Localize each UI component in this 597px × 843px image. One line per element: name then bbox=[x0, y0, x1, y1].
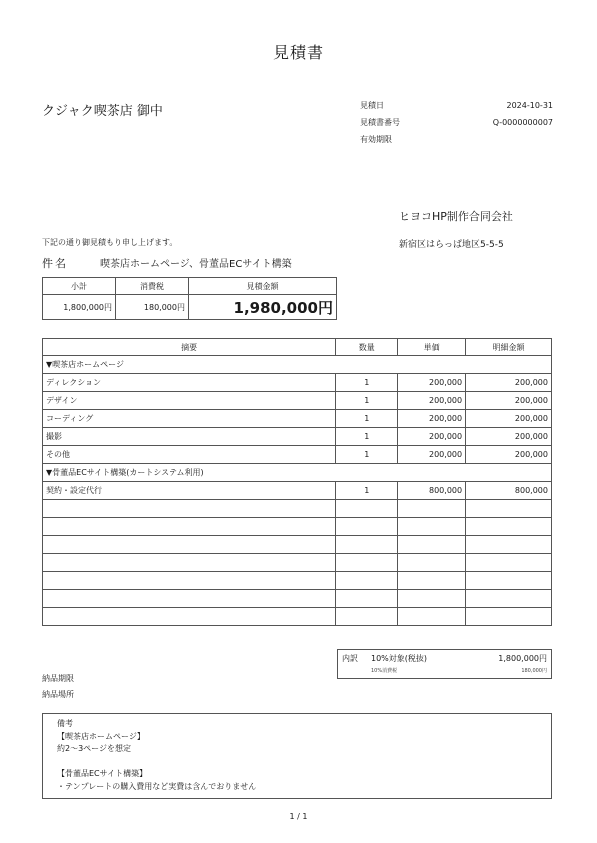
col-amount: 明細金額 bbox=[466, 339, 552, 356]
breakdown-tax-row bbox=[338, 664, 551, 674]
row-amount: 200,000 bbox=[466, 374, 552, 392]
row-quantity: 1 bbox=[336, 392, 398, 410]
breakdown-taxable-row bbox=[338, 650, 551, 664]
row-description: 契約・設定代行 bbox=[43, 482, 336, 500]
row-quantity bbox=[336, 500, 398, 518]
col-unit-price: 単価 bbox=[398, 339, 466, 356]
row-amount bbox=[466, 608, 552, 626]
table-row bbox=[43, 536, 552, 554]
items-header-row bbox=[43, 339, 552, 356]
delivery-deadline-label: 納品期限 bbox=[42, 674, 74, 683]
row-quantity: 1 bbox=[336, 446, 398, 464]
issuer-address: 新宿区はらっぱ地区5-5-5 bbox=[399, 240, 504, 250]
row-description bbox=[43, 554, 336, 572]
delivery-place-label: 納品場所 bbox=[42, 690, 74, 699]
row-quantity: 1 bbox=[336, 410, 398, 428]
subtotal-header: 小計 bbox=[43, 278, 116, 295]
row-description: 撮影 bbox=[43, 428, 336, 446]
row-amount bbox=[466, 590, 552, 608]
items-table bbox=[42, 338, 552, 626]
meta-validity-row bbox=[360, 134, 553, 151]
meta-validity-label: 有効期限 bbox=[360, 135, 392, 144]
row-amount bbox=[466, 500, 552, 518]
subject-line bbox=[42, 255, 292, 271]
row-quantity bbox=[336, 572, 398, 590]
section-heading: ▼喫茶店ホームページ bbox=[43, 356, 552, 374]
table-row bbox=[43, 446, 552, 464]
table-row bbox=[43, 374, 552, 392]
row-quantity: 1 bbox=[336, 428, 398, 446]
table-row bbox=[43, 464, 552, 482]
recipient-name: クジャク喫茶店 御中 bbox=[42, 104, 163, 119]
row-amount: 200,000 bbox=[466, 428, 552, 446]
section-heading: ▼骨董品ECサイト構築(カートシステム利用) bbox=[43, 464, 552, 482]
notes-line bbox=[57, 756, 537, 769]
row-quantity bbox=[336, 518, 398, 536]
meta-date-label: 見積日 bbox=[360, 101, 384, 110]
tax-value: 180,000円 bbox=[116, 295, 189, 320]
summary-table bbox=[42, 277, 337, 320]
table-row bbox=[43, 608, 552, 626]
row-amount: 200,000 bbox=[466, 446, 552, 464]
row-description: その他 bbox=[43, 446, 336, 464]
subject-value: 喫茶店ホームページ、骨董品ECサイト構築 bbox=[100, 259, 292, 270]
row-description: ディレクション bbox=[43, 374, 336, 392]
meta-number-row bbox=[360, 117, 553, 134]
document-title: 見積書 bbox=[272, 43, 324, 62]
total-header: 見積金額 bbox=[189, 278, 337, 295]
row-description bbox=[43, 590, 336, 608]
row-unit-price bbox=[398, 536, 466, 554]
notes-line: 約2～3ページを想定 bbox=[57, 744, 132, 753]
row-quantity bbox=[336, 608, 398, 626]
row-amount bbox=[466, 518, 552, 536]
row-amount bbox=[466, 536, 552, 554]
row-amount bbox=[466, 554, 552, 572]
table-row bbox=[43, 500, 552, 518]
notes-box bbox=[42, 713, 552, 799]
row-description: コーディング bbox=[43, 410, 336, 428]
row-amount: 800,000 bbox=[466, 482, 552, 500]
row-description: デザイン bbox=[43, 392, 336, 410]
estimate-meta bbox=[360, 100, 553, 151]
row-description bbox=[43, 518, 336, 536]
tax-header: 消費税 bbox=[116, 278, 189, 295]
row-unit-price: 200,000 bbox=[398, 374, 466, 392]
notes-line: 【喫茶店ホームページ】 bbox=[57, 731, 145, 741]
row-amount bbox=[466, 572, 552, 590]
row-quantity: 1 bbox=[336, 482, 398, 500]
row-unit-price: 800,000 bbox=[398, 482, 466, 500]
breakdown-label: 内訳 bbox=[342, 654, 358, 663]
meta-number-value: Q-0000000007 bbox=[492, 118, 553, 127]
row-unit-price: 200,000 bbox=[398, 428, 466, 446]
meta-date-row bbox=[360, 100, 553, 117]
delivery-info bbox=[42, 673, 74, 705]
table-row bbox=[43, 428, 552, 446]
row-description bbox=[43, 608, 336, 626]
row-description bbox=[43, 536, 336, 554]
table-row bbox=[43, 554, 552, 572]
table-row bbox=[43, 590, 552, 608]
tax-breakdown bbox=[337, 649, 552, 679]
breakdown-tax-value: 180,000円 bbox=[521, 668, 547, 674]
row-unit-price bbox=[398, 500, 466, 518]
table-row bbox=[43, 392, 552, 410]
notes-line: 【骨董品ECサイト構築】 bbox=[57, 769, 148, 778]
intro-text: 下記の通り御見積もり申し上げます。 bbox=[42, 238, 178, 247]
breakdown-taxable-value: 1,800,000円 bbox=[498, 654, 547, 663]
page-number: 1 / 1 bbox=[289, 812, 308, 821]
row-unit-price: 200,000 bbox=[398, 410, 466, 428]
table-row bbox=[43, 518, 552, 536]
row-amount: 200,000 bbox=[466, 392, 552, 410]
row-unit-price: 200,000 bbox=[398, 446, 466, 464]
notes-line: ・テンプレートの購入費用など実費は含んでおりません bbox=[57, 781, 257, 791]
col-quantity: 数量 bbox=[336, 339, 398, 356]
issuer-name: ヒヨコHP制作合同会社 bbox=[399, 210, 513, 223]
subject-label: 件名 bbox=[42, 257, 68, 270]
row-description bbox=[43, 500, 336, 518]
notes-title: 備考 bbox=[57, 719, 73, 728]
breakdown-taxable-label: 10%対象(税抜) bbox=[371, 654, 428, 663]
row-unit-price bbox=[398, 554, 466, 572]
total-value: 1,980,000円 bbox=[189, 295, 337, 320]
table-row bbox=[43, 410, 552, 428]
breakdown-tax-label: 10%消費税 bbox=[371, 668, 398, 674]
table-row bbox=[43, 482, 552, 500]
row-amount: 200,000 bbox=[466, 410, 552, 428]
row-unit-price bbox=[398, 590, 466, 608]
subtotal-value: 1,800,000円 bbox=[43, 295, 116, 320]
row-quantity bbox=[336, 590, 398, 608]
row-unit-price bbox=[398, 608, 466, 626]
table-row bbox=[43, 572, 552, 590]
row-unit-price: 200,000 bbox=[398, 392, 466, 410]
row-description bbox=[43, 572, 336, 590]
row-quantity bbox=[336, 554, 398, 572]
row-unit-price bbox=[398, 518, 466, 536]
col-description: 摘要 bbox=[43, 339, 336, 356]
row-unit-price bbox=[398, 572, 466, 590]
row-quantity: 1 bbox=[336, 374, 398, 392]
meta-number-label: 見積書番号 bbox=[360, 118, 400, 127]
meta-date-value: 2024-10-31 bbox=[506, 101, 553, 110]
row-quantity bbox=[336, 536, 398, 554]
table-row bbox=[43, 356, 552, 374]
